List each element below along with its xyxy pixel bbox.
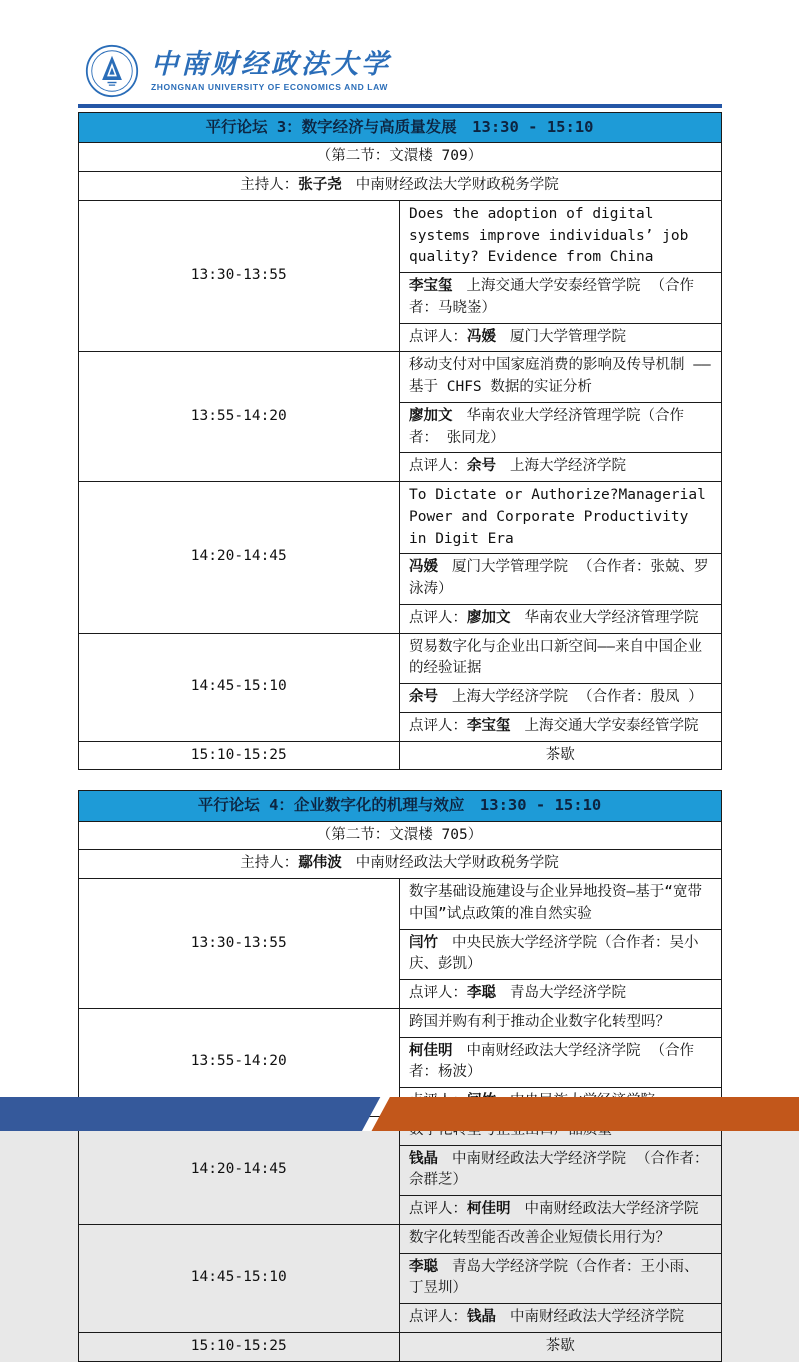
forum-4-title: 平行论坛 4：企业数字化的机理与效应 13:30 - 15:10 [78,791,721,821]
presenter-row [400,1145,722,1196]
session-time: 14:20-14:45 [78,482,400,634]
discussant-name: 李宝玺 [467,717,511,734]
paper-title: 数字基础设施建设与企业异地投资—基于“宽带中国”试点政策的准自然实验 [400,879,722,930]
discussant-row [400,453,722,482]
session-time: 13:30-13:55 [78,879,400,1009]
presenter-affiliation: 上海交通大学安泰经管学院 [466,278,641,294]
paper-title: 数字化转型能否改善企业短债长用行为？ [400,1224,722,1253]
paper-title: 贸易数字化与企业出口新空间——来自中国企业的经验证据 [400,633,722,684]
discussant-name: 廖加文 [467,609,511,626]
presenter-row [400,554,722,605]
coauthors: （合作者：张兢、罗泳涛） [409,559,709,597]
presenter-name: 李宝玺 [409,278,453,294]
discussant-name: 冯媛 [467,328,496,345]
discussant-row [400,323,722,352]
discussant-affiliation: 中南财经政法大学经济学院 [510,1309,684,1325]
coauthors: （合作者：佘群芝） [409,1150,709,1189]
session-time: 13:55-14:20 [78,352,400,482]
session-time: 13:55-14:20 [78,1008,400,1116]
discussant-affiliation: 上海交通大学安泰经管学院 [524,717,699,734]
presenter-name: 李聪 [409,1258,438,1275]
coauthors: （合作者：殷凤 ） [578,689,703,705]
discussant-row [400,604,722,633]
university-seal-icon [85,44,139,98]
chair-affiliation: 中南财经政法大学财政税务学院 [355,177,559,193]
presenter-name: 柯佳明 [409,1042,453,1059]
discussant-row [400,712,722,741]
coauthors: （合作者：吴小庆、彭凯） [409,934,699,973]
chair-name: 张子尧 [298,177,342,193]
presenter-row [400,684,722,713]
discussant-affiliation: 上海大学经济学院 [510,458,626,475]
coauthors: （合作者： 张同龙） [409,407,684,446]
discussant-label: 点评人： [409,458,467,475]
discussant-name: 钱晶 [467,1309,496,1325]
forum-3-chair-row [78,172,721,201]
discussant-row [400,1196,722,1225]
session-time: 14:20-14:45 [78,1116,400,1224]
discussant-affiliation: 中南财经政法大学经济学院 [524,1201,699,1217]
presenter-affiliation: 上海大学经济学院 [452,689,568,705]
discussant-label: 点评人： [409,1309,467,1325]
forum-4-chair-row [78,850,721,879]
discussant-label: 点评人： [409,1201,467,1217]
paper-title: 跨国并购有利于推动企业数字化转型吗？ [400,1008,722,1037]
break-time: 15:10-15:25 [78,1332,400,1361]
footer-decoration [0,1097,799,1131]
presenter-affiliation: 中南财经政法大学经济学院 [466,1042,641,1059]
forum-3-title: 平行论坛 3：数字经济与高质量发展 13:30 - 15:10 [78,113,721,143]
discussant-label: 点评人： [409,328,467,345]
university-name-en: ZHONGNAN UNIVERSITY OF ECONOMICS AND LAW [151,82,388,93]
coauthors: （合作者：杨波） [409,1042,694,1081]
presenter-name: 余号 [409,689,438,705]
session-time: 14:45-15:10 [78,633,400,741]
university-logo [0,0,799,104]
presenter-affiliation: 青岛大学经济学院 [452,1258,568,1275]
break-label: 茶歇 [400,1332,722,1361]
presenter-row [400,402,722,453]
coauthors: （合作者：王小雨、丁昱圳） [409,1258,699,1297]
forum-4-table [78,790,722,1361]
chair-name: 鄢伟波 [298,855,342,872]
presenter-affiliation: 厦门大学管理学院 [452,559,568,576]
chair-label: 主持人： [240,177,299,193]
university-name [151,50,391,93]
presenter-name: 冯媛 [409,559,438,576]
discussant-affiliation: 厦门大学管理学院 [510,328,626,345]
paper-title: To Dictate or Authorize?Managerial Power and Corporate Productivity in Digit Era [400,482,722,554]
presenter-row [400,929,722,980]
discussant-label: 点评人： [409,609,467,626]
session-time: 13:30-13:55 [78,200,400,352]
discussant-row [400,1304,722,1333]
chair-label: 主持人： [240,855,299,872]
discussant-name: 柯佳明 [467,1201,511,1217]
discussant-affiliation: 青岛大学经济学院 [510,985,626,1001]
presenter-affiliation: 中南财经政法大学经济学院 [452,1150,626,1167]
presenter-name: 廖加文 [409,407,453,424]
discussant-affiliation: 华南农业大学经济管理学院 [524,609,699,626]
forum-3-table [78,112,722,770]
paper-title: 移动支付对中国家庭消费的影响及传导机制 ——基于 CHFS 数据的实证分析 [400,352,722,403]
presenter-affiliation: 中央民族大学经济学院 [452,934,597,951]
forum-3-venue: （第二节：文澴楼 709） [78,143,721,172]
discussant-name: 李聪 [467,985,496,1001]
discussant-label: 点评人： [409,717,467,734]
chair-affiliation: 中南财经政法大学财政税务学院 [355,855,559,872]
forum-4-venue: （第二节：文澴楼 705） [78,821,721,850]
presenter-name: 闫竹 [409,934,438,951]
coauthors: （合作者：马晓崟） [409,278,694,316]
presenter-row [400,273,722,324]
discussant-row [400,980,722,1009]
presenter-name: 钱晶 [409,1150,438,1167]
presenter-row [400,1037,722,1088]
break-label: 茶歇 [400,741,722,770]
header-divider [78,104,722,108]
presenter-affiliation: 华南农业大学经济管理学院 [466,407,641,424]
discussant-label: 点评人： [409,985,467,1001]
paper-title: Does the adoption of digital systems improve individuals’ job quality? Evidence from China [400,200,722,272]
university-name-cn: 中南财经政法大学 [151,48,391,79]
session-time: 14:45-15:10 [78,1224,400,1332]
discussant-name: 余号 [467,458,496,475]
break-time: 15:10-15:25 [78,741,400,770]
presenter-row [400,1253,722,1304]
